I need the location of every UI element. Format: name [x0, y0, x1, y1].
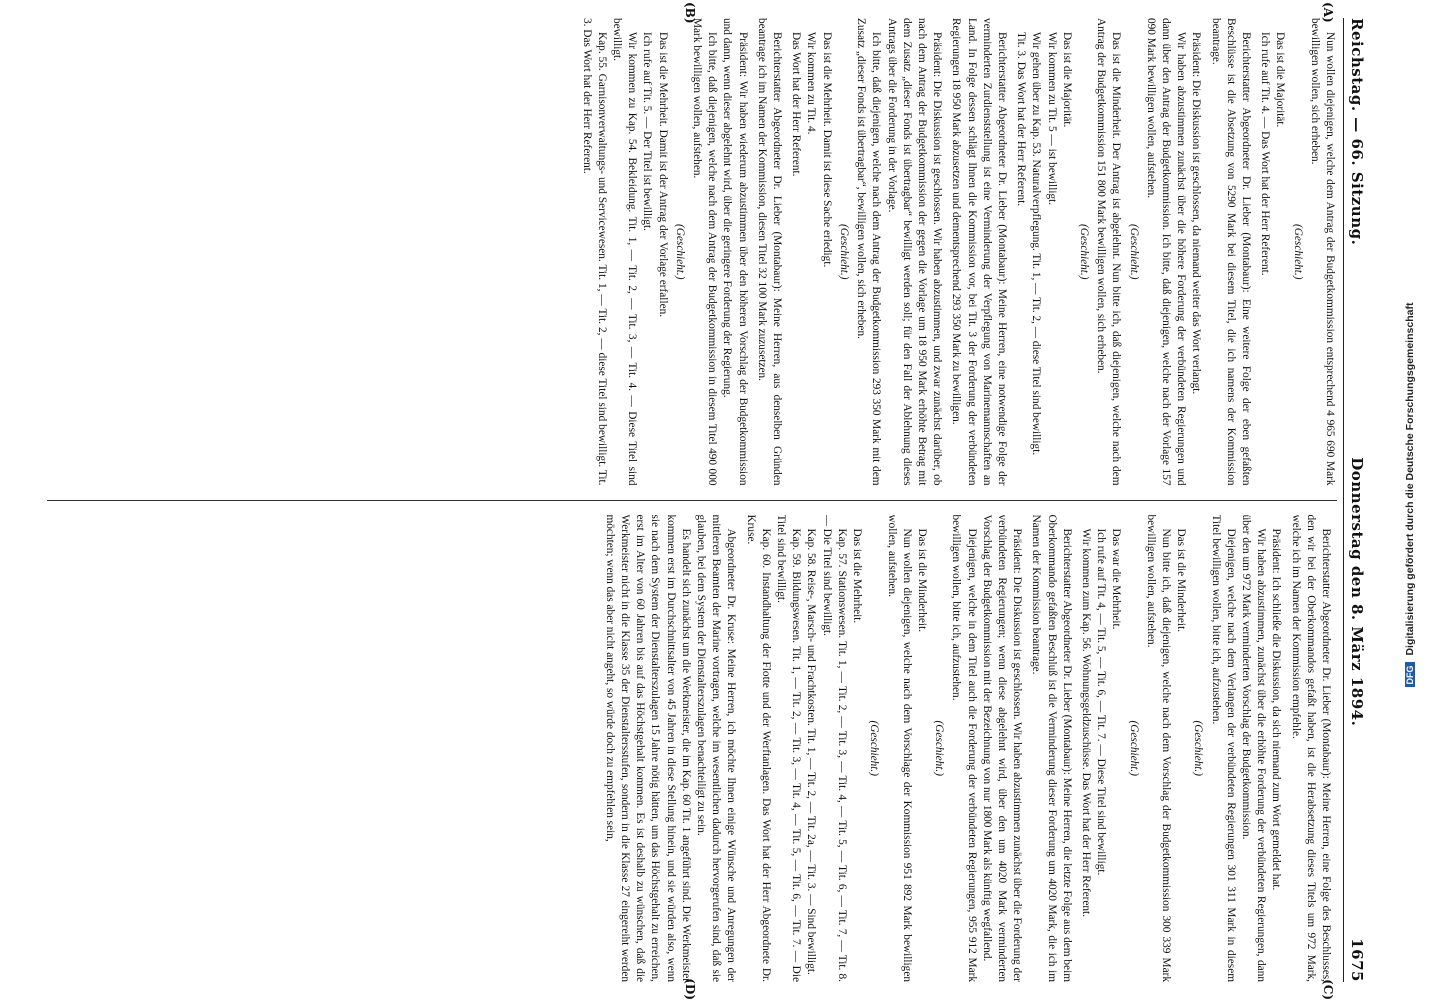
paragraph: Berichterstatter Abgeordneter Dr. Lieber (Montabaur): Eine weitere Folge der eben gefaßten Beschlüsse ist die Absetzung von 5290 Mark bei diesem Titel, die ich namens der Kommission beantrage.	[1209, 18, 1252, 486]
paragraph: Wir kommen zu Tit. 4.	[805, 32, 818, 135]
paragraph: Nun wollen diejenigen, welche nach dem Vorschlage der Kommission 951 892 Mark bewilligen wollen, aufstehen.	[885, 514, 913, 982]
paragraph: (Geschieht.)	[1291, 223, 1304, 280]
paragraph: Nun wollen diejenigen, welche dem Antrag der Budgetkommission entsprechend 4 965 690 Mark bewilligen wollen, sich erheben.	[1308, 18, 1336, 486]
paragraph: Ich bitte, daß diejenigen, welche nach dem Antrag der Budgetkommission 293 350 Mark mit dem Zusatz „dieser Fonds ist übertragbar“, bewilligen wollen, sich erheben.	[855, 18, 883, 486]
paragraph: Kap. 55. Garnisonverwaltungs- und Servicewesen. Tit. 1, — Tit. 2, — diese Titel sind bewilligt. Tit. 3. Das Wort hat der Herr Referent.	[580, 18, 608, 486]
paragraph: Wir gehen über zu Kap. 53. Naturalverpflegung. Tit. 1, — Tit. 2, — diese Titel sind bewilligt.	[1030, 32, 1043, 456]
paragraph: (Geschieht.)	[868, 720, 881, 777]
paragraph: Diejenigen, welche nach dem Verlangen der verbündeten Regierungen 301 311 Mark in diesem Titel bewilligen wollen, bitte ich, aufzustehen.	[1209, 514, 1237, 982]
paragraph: Kap. 57. Stationswesen. Tit. 1, — Tit. 2, — Tit. 3, — Tit. 4, — Tit. 5, — Tit. 6, — Tit. 7, — Tit. 8. — Die Titel sind bewilligt.	[820, 514, 848, 982]
paragraph: Wir haben abzustimmen zunächst über die höhere Forderung der verbündeten Regierungen und dann über den Antrag der Budgetkommission. Ich bitte, daß diejenigen, welche nach der Vorlage 157 090 Mark bewilligen wollen, aufstehen.	[1144, 18, 1188, 486]
paragraph: (Geschieht.)	[933, 720, 946, 777]
paragraph: Berichterstatter Abgeordneter Dr. Lieber (Montabaur): Meine Herren, eine notwendige Folge der verminderten Zurdienststellung ist eine Verminderung der Verpflegung von Marinemannschaften an Land. In Folge dessen schlägt Ihnen die Kommission vor, bei Tit. 3 der Forderung der verbündeten Regierungen 18 950 Mark abzusetzen und dementsprechend 293 350 Mark zu bewilligen.	[950, 18, 1008, 486]
paragraph: Ich rufe auf Tit. 4. — Das Wort hat der Herr Referent.	[1259, 32, 1272, 276]
credit-text: Digitalisierung gefördert durch die Deutsche Forschungsgemeinschaft	[1404, 302, 1416, 656]
paragraph: Das Wort hat der Herr Referent.	[790, 32, 803, 177]
paragraph: Präsident: Ich schließe die Diskussion, da sich niemand zum Wort gemeldet hat.	[1270, 528, 1283, 891]
paragraph: Wir haben abzustimmen, zunächst über die erhöhte Forderung der verbündeten Regierungen, dann über den um 972 Mark verminderten Vorschlag der Budgetkommission.	[1239, 514, 1268, 982]
paragraph: Kap. 60. Instandhaltung der Flotte und der Werftanlagen. Das Wort hat der Herr Abgeordnete Dr. Kruse.	[744, 514, 772, 982]
paragraph: Wir kommen zu Kap. 54. Bekleidung. Tit. 1, — Tit. 2, — Tit. 3, — Tit. 4. — Diese Titel sind bewilligt.	[611, 18, 639, 486]
paragraph: Kap. 58. Reise-, Marsch- und Frachtkosten. Tit. 1, — Tit. 2, — Tit. 2a, — Tit. 3. — Sind bewilligt.	[805, 528, 818, 975]
margin-marker-d: (D)	[683, 978, 697, 1000]
text-columns	[47, 2, 1337, 1000]
paragraph: Das ist die Mehrheit.	[851, 528, 864, 624]
page-number: 1675	[1348, 938, 1366, 982]
paragraph: Das ist die Mehrheit. Damit ist der Antrag der Vorlage erfallen.	[656, 32, 669, 318]
paragraph: Ich bitte, daß diejenigen, welche nach dem Antrag der Budgetkommission in diesem Titel 490 000 Mark bewilligen wollen, aufstehen.	[691, 18, 719, 486]
paragraph: Diejenigen, welche in dem Titel auch die Forderung der verbündeten Regierungen, 955 912 Mark bewilligen wollen, bitte ich, aufzustehen.	[950, 514, 978, 982]
paragraph: Berichterstatter Abgeordneter Dr. Lieber (Montabaur): Meine Herren, eine Folge des Beschlusses, den wir bei der Oberkommandos gefaßt haben, ist die Herabsetzung dieses Titels um 972 Mark, welche ich im Namen der Kommission empfehle.	[1289, 514, 1332, 982]
paragraph: Ich rufe auf Tit. 5. — Der Titel ist bewilligt.	[641, 32, 654, 231]
paragraph: Präsident: Die Diskussion ist geschlossen, da niemand weiter das Wort verlangt.	[1190, 32, 1203, 395]
paragraph: Das war die Mehrheit.	[1110, 528, 1123, 630]
paragraph: Kap. 59. Bildungswesen. Tit. 1, — Tit. 2, — Tit. 3, — Tit. 4, — Tit. 5, — Tit. 6, — Tit. 7. — Die Titel sind bewilligt.	[775, 514, 803, 982]
margin-marker-a: (A)	[1321, 2, 1335, 23]
digitization-credit	[1398, 0, 1432, 1000]
paragraph: (Geschieht.)	[1127, 720, 1140, 777]
paragraph: Das ist die Minderheit. Der Antrag ist abgelehnt. Nun bitte ich, daß diejenigen, welche nach dem Antrag der Budgetkommission 151 800 Mark bewilligen wollen, sich erheben.	[1095, 18, 1123, 486]
paragraph: Nun bitte ich, daß diejenigen, welche nach dem Vorschlag der Budgetkommission 300 339 Mark bewilligen wollen, aufstehen.	[1144, 514, 1172, 982]
paragraph: (Geschieht.)	[1192, 720, 1205, 777]
paragraph: Ich rufe auf Tit. 4, — Tit. 5, — Tit. 6, — Tit. 7. — Diese Titel sind bewilligt.	[1095, 528, 1108, 876]
paragraph: Das ist die Majorität.	[1060, 32, 1073, 128]
page-header	[1343, 18, 1366, 982]
column-divider	[47, 500, 1337, 501]
dfg-logo: DFG	[1405, 662, 1415, 687]
margin-marker-c: (C)	[1321, 979, 1335, 1000]
paragraph: (Geschieht.)	[1077, 223, 1090, 280]
paragraph: (Geschieht.)	[1127, 223, 1140, 280]
paragraph: Tit. 3. Das Wort hat der Herr Referent.	[1015, 32, 1028, 207]
margin-marker-b: (B)	[683, 2, 697, 24]
paragraph: Wir kommen zu Tit. 5 — ist bewilligt.	[1045, 32, 1058, 206]
header-center: Donnerstag den 8. März 1894.	[1348, 457, 1366, 727]
header-left: Reichstag. — 66. Sitzung.	[1348, 18, 1366, 246]
column-right	[47, 515, 1337, 983]
paragraph: Berichterstatter Abgeordneter Dr. Lieber (Montabaur): Meine Herren, aus denselben Gründen beantrage ich im Namen der Kommission, diesen Titel 32 100 Mark zuzusetzen.	[755, 18, 784, 486]
paragraph: Das ist die Minderheit.	[1175, 528, 1188, 633]
paragraph: Präsident: Wir haben wiederum abzustimmen über den höheren Vorschlag der Budgetkommission und dann, wenn dieser abgelehnt wird, über die geringere Forderung der Regierung.	[721, 18, 749, 486]
paragraph: Das ist die Minderheit.	[915, 528, 928, 633]
column-left	[47, 18, 1337, 486]
paragraph: Das ist die Mehrheit. Damit ist diese Sache erledigt.	[820, 32, 833, 268]
paragraph: Präsident: Die Diskussion ist geschlossen. Wir haben abzustimmen, und zwar zunächst darüber, ob nach dem Antrag der Budgetkommission der gegen die Vorlage um 18 950 Mark erhöhte Betrag mit dem Zusatz „dieser Fonds ist übertragbar“ bewilligt werden soll; für den Fall der Ablehnung dieses Antrags über die Forderung in der Vorlage.	[885, 18, 944, 486]
paragraph: Präsident: Die Diskussion ist geschlossen. Wir haben abzustimmen zunächst über die Forderung der verbündeten Regierungen; wenn diese abgelehnt wird, über den um 4020 Mark verminderten Vorschlag der Budgetkommission mit der Bezeichnung von nur 1800 Mark als künftig wegfallend.	[980, 514, 1024, 982]
paragraph: Das ist die Majorität.	[1274, 32, 1287, 128]
paragraph: (Geschieht.)	[673, 223, 686, 280]
paragraph: Abgeordneter Dr. Kruse: Meine Herren, ich möchte Ihnen einige Wünsche und Anregungen der mittleren Beamten der Marine vortragen, welche im wesentlichen dadurch hervorgerufen sind, daß sie glauben, bei dem System der Dienstalterszulagen benachteiligt zu sein.	[695, 514, 738, 982]
paragraph: Berichterstatter Abgeordneter Dr. Lieber (Montabaur): Meine Herren, die letzte Folge aus dem beim Oberkommando gefaßten Beschluß ist die Verminderung dieser Forderung um 4020 Mark, die ich im Namen der Kommission beantrage.	[1030, 514, 1073, 982]
paragraph: Es handelt sich zunächst um die Werkmeister, die im Kap. 60 Tit. 1 angeführt sind. Die Werkmeister kommen erst im Durchschnittsalter von 45 Jahren in diese Stellung hinein, und sie würden also, wenn sie nach dem System der Dienstalterszulagen 15 Jahre nötig hätten, um das Höchstgehalt zu erreichen, erst im Alter von 60 Jahren bis auf das Höchstgehalt kommen. Es ist deshalb zu wünschen, daß die Werkmeister nicht in die Klasse 35 der Dienstaltersstufen, sondern in die Klasse 27 eingereiht werden möchten; wenn das aber nicht angeht, so würde doch zu empfehlen sein,	[603, 514, 692, 982]
paragraph: Wir kommen zum Kap. 56. Wohnungsgeldzuschüsse. Das Wort hat der Herr Referent.	[1079, 528, 1092, 918]
paragraph: (Geschieht.)	[837, 223, 850, 280]
